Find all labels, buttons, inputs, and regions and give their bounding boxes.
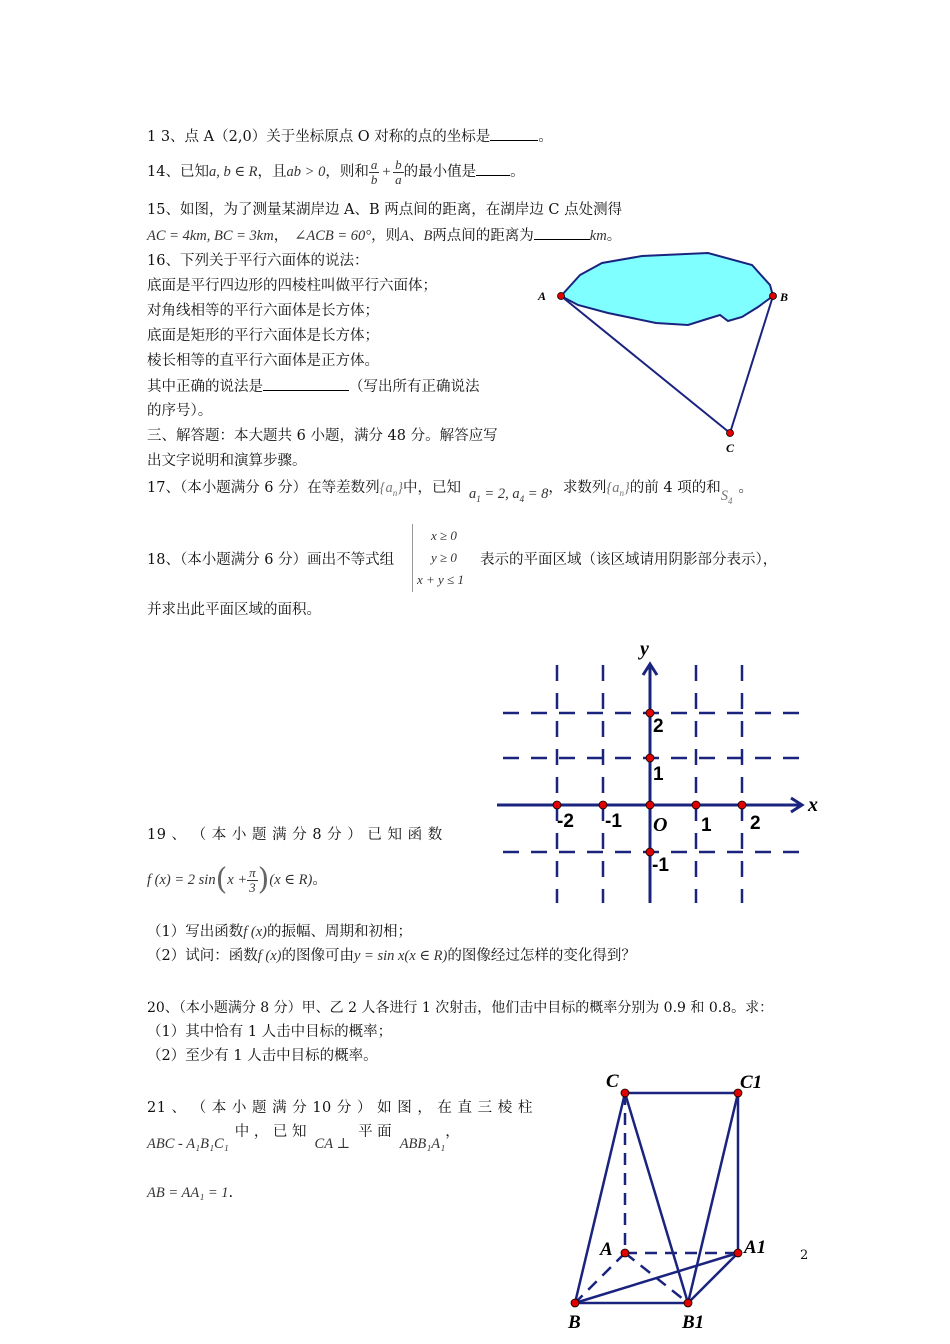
tick-dot xyxy=(738,801,746,809)
label-b: B xyxy=(780,290,789,304)
tick-label: -2 xyxy=(557,811,574,832)
q17: 17、（本小题满分 6 分）在等差数列$\{a_n\}$中，已知 $a_1 = 2$, $a_4 = 8$，求数列$\{a_n\}$的前 4 项的和$S_4$。 xyxy=(147,480,753,506)
q16-line: 16、下列关于平行六面体的说法： xyxy=(147,253,369,269)
q15-line2: AC = 4km, BC = 3km， ∠ACB = 60°，则A、B两点间的距离为 km。 xyxy=(147,225,621,246)
q19-function: f (x) = 2 sin(x + $\frac{\pi}{3}$ )(x ∈ R)。 xyxy=(147,862,327,897)
origin-dot xyxy=(646,801,654,809)
vertex-a xyxy=(621,1249,629,1257)
origin-label: O xyxy=(653,814,668,836)
point-c xyxy=(727,430,734,437)
q19-line1: 19 、 （ 本 小 题 满 分 8 分 ） 已 知 函 数 xyxy=(147,827,443,843)
answer-blank xyxy=(263,376,349,391)
q16-answer-line2: 的序号）。 xyxy=(147,403,213,419)
q16-answer-line: 其中正确的说法是 （写出所有正确说法 xyxy=(147,376,480,397)
q13: 1 3、点 A（2,0）关于坐标原点 O 对称的点的坐标是 。 xyxy=(147,126,553,147)
lake-shape xyxy=(561,253,773,325)
answer-blank xyxy=(476,161,510,176)
q16-line: 底面是平行四边形的四棱柱叫做平行六面体； xyxy=(147,278,437,294)
label-a1: A1 xyxy=(744,1237,767,1258)
tick-dot xyxy=(692,801,700,809)
lake-figure xyxy=(530,245,800,460)
answer-blank xyxy=(534,225,590,240)
coordinate-grid-figure xyxy=(495,635,825,905)
tick-label: 2 xyxy=(750,813,761,834)
vertex-b xyxy=(571,1299,579,1307)
point-a xyxy=(558,293,565,300)
answer-blank xyxy=(490,126,538,141)
label-c: C xyxy=(606,1071,619,1092)
label-a: A xyxy=(538,289,547,303)
page-number: 2 xyxy=(800,1248,809,1263)
vertex-b1 xyxy=(684,1299,692,1307)
q20-part2: （2）至少有 1 人击中目标的概率。 xyxy=(147,1048,378,1064)
q18-post: 表示的平面区域（该区域请用阴影部分表示）， xyxy=(480,552,778,568)
tick-label: 1 xyxy=(653,764,664,785)
section3-heading-2: 出文字说明和演算步骤。 xyxy=(147,453,307,469)
q19-part2: （2）试问：函数f (x)的图像可由y = sin x(x ∈ R)的图像经过怎样的变化得到？ xyxy=(147,948,636,964)
q21-line3: AB = AA₁ = 1. xyxy=(147,1185,234,1201)
q16-line: 棱长相等的直平行六面体是正方体。 xyxy=(147,353,379,369)
section3-heading: 三、解答题：本大题共 6 小题，满分 48 分。解答应写 xyxy=(147,428,498,444)
q20-line1: 20、（本小题满分 8 分）甲、乙 2 人各进行 1 次射击，他们击中目标的概率分别为 0.9 和 0.8。求： xyxy=(147,1000,774,1016)
q18-line2: 并求出此平面区域的面积。 xyxy=(147,602,321,618)
fraction-b-over-a: $\frac{b}{a}$ xyxy=(395,156,402,187)
q16-line: 底面是矩形的平行六面体是长方体； xyxy=(147,328,379,344)
tick-label: -1 xyxy=(652,855,669,876)
vertex-c xyxy=(621,1089,629,1097)
tick-label: 2 xyxy=(653,716,664,737)
q20-part1: （1）其中恰有 1 人击中目标的概率； xyxy=(147,1024,393,1040)
q21-line2: ABC - A₁B₁C₁中 ， 已 知CA ⊥平 面ABB₁A₁， xyxy=(147,1124,460,1152)
y-axis-label: y xyxy=(640,638,649,660)
vertex-a1 xyxy=(734,1249,742,1257)
x-axis-label: x xyxy=(808,794,818,816)
tick-dot xyxy=(599,801,607,809)
prism-figure xyxy=(560,1065,800,1340)
q18-pre: 18、（本小题满分 6 分）画出不等式组 xyxy=(147,552,395,568)
q14: 14、已知a, b ∈ R，且ab > 0，则和 $\frac{a}{b}$ + $\frac{b}{a}$ 的最小值是 。 xyxy=(147,156,525,187)
point-b xyxy=(770,293,777,300)
fraction-a-over-b: $\frac{a}{b}$ xyxy=(370,156,378,187)
tick-dot xyxy=(553,801,561,809)
label-c: C xyxy=(726,441,735,455)
q15-line1: 15、如图，为了测量某湖岸边 A、B 两点间的距离，在湖岸边 C 点处测得 xyxy=(147,202,623,218)
inequality-system: x ≥ 0 y ≥ 0 x + y ≤ 1 xyxy=(412,524,483,592)
tick-label: 1 xyxy=(701,815,712,836)
q21-line1: 21 、 （ 本 小 题 满 分 10 分 ） 如 图 ， 在 直 三 棱 柱 xyxy=(147,1100,533,1116)
q16-line: 对角线相等的平行六面体是长方体； xyxy=(147,303,379,319)
tick-label: -1 xyxy=(605,811,622,832)
tick-dot xyxy=(646,754,654,762)
q19-part1: （1）写出函数f (x)的振幅、周期和初相； xyxy=(147,924,412,940)
label-c1: C1 xyxy=(740,1072,763,1093)
label-b: B xyxy=(568,1312,581,1333)
label-a: A xyxy=(600,1239,613,1260)
label-b1: B1 xyxy=(682,1312,705,1333)
